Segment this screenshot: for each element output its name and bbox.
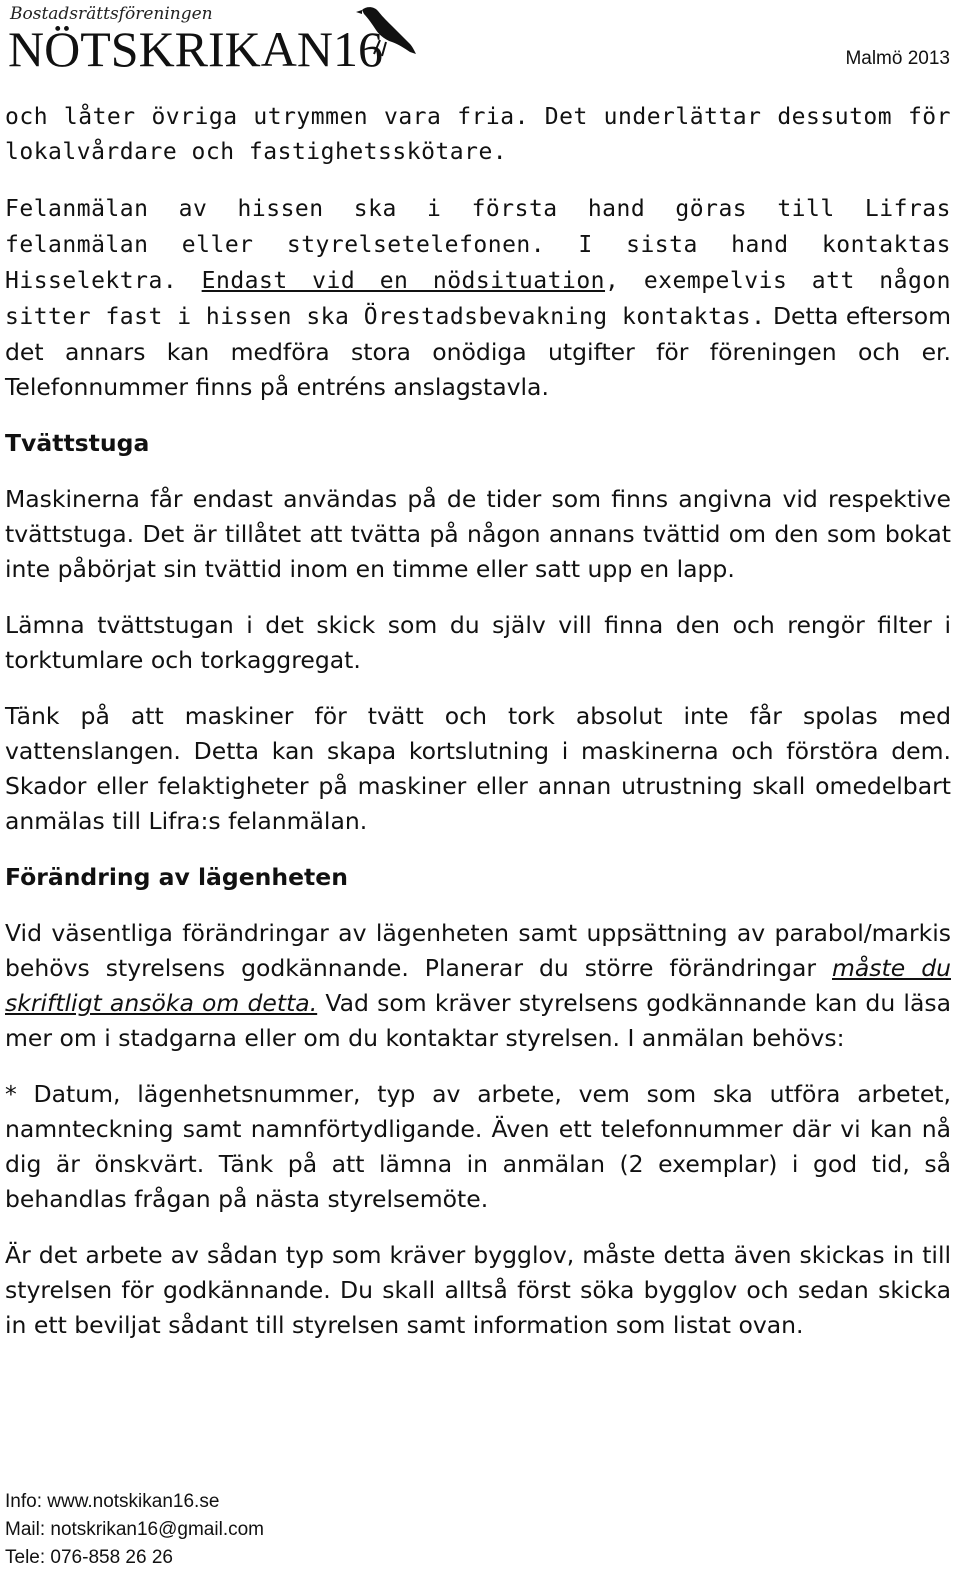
paragraph-2-part-a: Felanmälan av hissen ska i första hand göras till Lifras felanmälan eller styrelsetelefonen. I sista hand kontaktas Hisselektra.: [5, 196, 951, 294]
paragraph-8: Är det arbete av sådan typ som kräver bygglov, måste detta även skickas in till styrelsen för godkännande. Du skall alltså först söka bygglov och sedan skicka in ett beviljat sådant till styrelsen samt information som listat ovan.: [5, 1241, 951, 1339]
page-footer: [5, 1488, 264, 1572]
paragraph-7: * Datum, lägenhetsnummer, typ av arbete, vem som ska utföra arbetet, namnteckning samt namnförtydligande. Även ett telefonnummer där vi kan nå dig är önskvärt. Tänk på att lämna in anmälan (2 exemplar) i god tid, så behandlas frågan på nästa styrelsemöte.: [5, 1080, 951, 1213]
paragraph-2: [5, 191, 951, 405]
paragraph-2-part-c: Detta eftersom det annars kan medföra stora onödiga utgifter för föreningen och er. Telefonnummer finns på entréns anslagstavla.: [5, 302, 951, 401]
logo-script-text: Bostadsrättsföreningen: [10, 4, 213, 24]
footer-info: Info: www.notskikan16.se: [5, 1491, 220, 1512]
page-header: [0, 0, 960, 100]
paragraph-5: Tänk på att maskiner för tvätt och tork absolut inte får spolas med vattenslangen. Detta kan skapa kortslutning i maskinerna och förstöra dem. Skador eller felaktigheter på maskiner eller annan utrustning skall omedelbart anmälas till Lifra:s felanmälan.: [5, 702, 951, 835]
heading-apartment-changes: Förändring av lägenheten: [5, 863, 348, 891]
bird-logo-icon: [352, 2, 418, 64]
paragraph-4: Lämna tvättstugan i det skick som du själv vill finna den och rengör filter i torktumlare och torkaggregat.: [5, 611, 951, 674]
document-body: [5, 100, 951, 1364]
paragraph-6-part-a: Vid väsentliga förändringar av lägenheten samt uppsättning av parabol/markis behövs styrelsens godkännande. Planerar du större förändringar: [5, 919, 951, 982]
footer-tel: Tele: 076-858 26 26: [5, 1547, 173, 1568]
paragraph-1: och låter övriga utrymmen vara fria. Det underlättar dessutom för lokalvårdare och fastighetsskötare.: [5, 104, 951, 165]
paragraph-3: Maskinerna får endast användas på de tider som finns angivna vid respektive tvättstuga. Det är tillåtet att tvätta på någon annans tvättid om den som bokat inte påbörjat sin tvättid inom en timme eller satt upp en lapp.: [5, 485, 951, 583]
paragraph-2-part-b: , exempelvis att någon sitter fast i hissen ska Örestadsbevakning kontaktas.: [5, 268, 952, 330]
paragraph-2-underlined: Endast vid en nödsituation: [201, 268, 606, 294]
paragraph-6-part-b: Vad som kräver styrelsens godkännande kan du läsa mer om i stadgarna eller om du kontaktar styrelsen. I anmälan behövs:: [5, 989, 951, 1052]
header-city-year: Malmö 2013: [845, 48, 950, 69]
footer-mail: Mail: notskrikan16@gmail.com: [5, 1519, 264, 1540]
paragraph-6: [5, 916, 951, 1056]
heading-laundry: Tvättstuga: [5, 429, 150, 457]
paragraph-6-italic-underlined: måste du skriftligt ansöka om detta.: [5, 954, 951, 1017]
logo-title: NÖTSKRIKAN16: [8, 21, 383, 77]
